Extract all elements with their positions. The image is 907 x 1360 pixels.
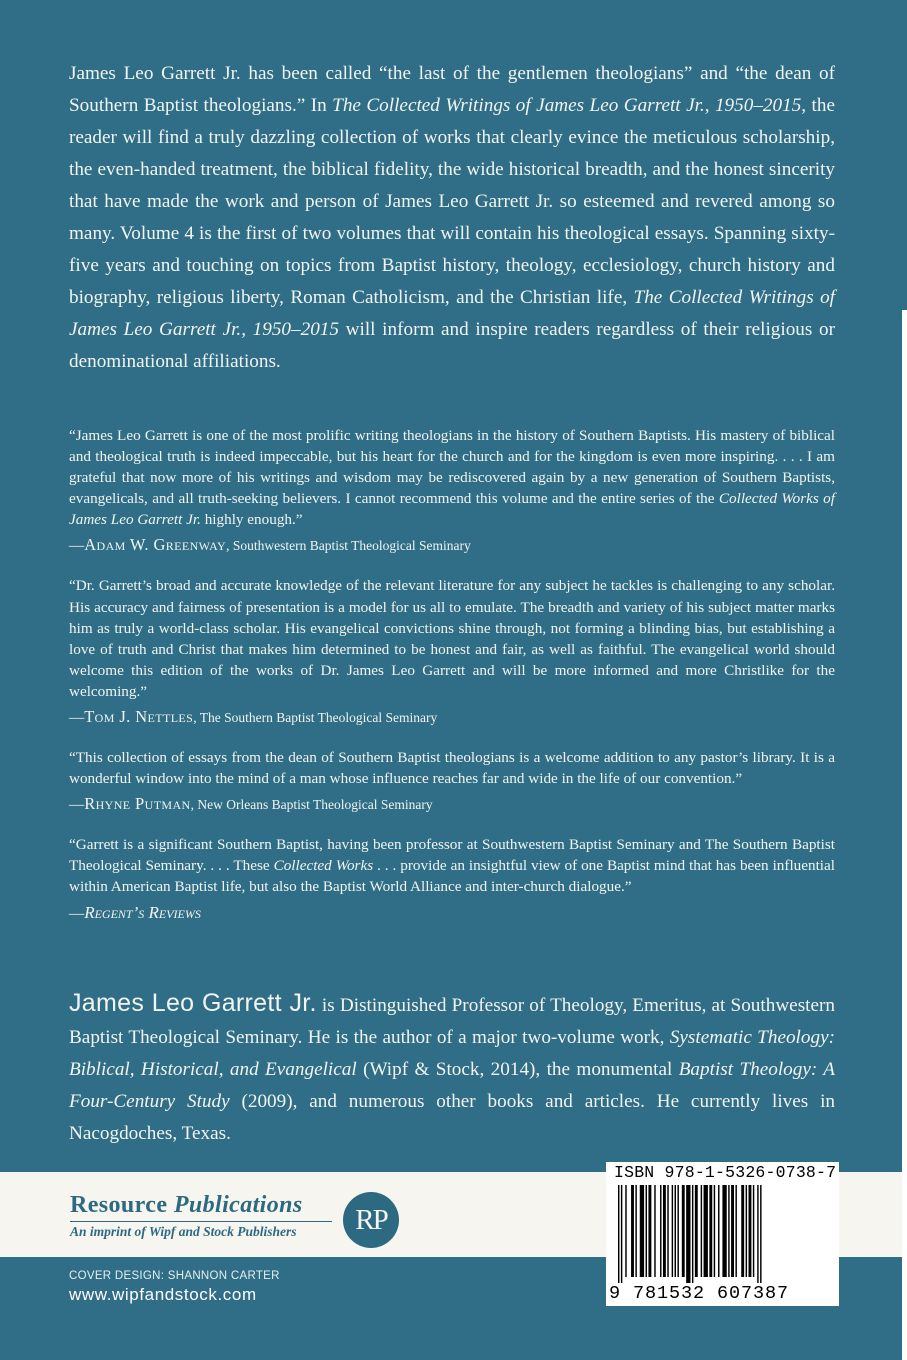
barcode-bar [701,1185,702,1277]
barcode-bar [695,1185,698,1277]
page-edge [902,310,907,1360]
barcode-bar [741,1185,744,1277]
barcode-bar [728,1185,729,1277]
barcode-bar [672,1185,673,1277]
barcode-bar [757,1185,758,1283]
publisher-website: www.wipfandstock.com [69,1285,257,1304]
endorser-affiliation: Southwestern Baptist Theological Seminary [232,538,471,554]
endorsement-attribution: —Regent’s Reviews [69,902,201,922]
endorser-name: Rhyne Putman [84,794,191,814]
series-title: The Collected Writings of James Leo Garrett Jr., 1950–2015 [332,95,802,116]
endorsement [69,425,835,556]
endorsement [69,834,835,923]
barcode-bar [648,1185,651,1277]
ean-digits: 9 781532 607387 [609,1283,790,1304]
endorser-affiliation: The Southern Baptist Theological Seminary [199,710,438,726]
series-title: The Collected Writings of James Leo Garrett Jr., 1950–2015 [69,287,835,340]
barcode-bar [731,1185,734,1277]
barcode-bar [718,1185,719,1277]
endorsement-attribution: —Rhyne Putman, New Orleans Baptist Theological Seminary [69,794,433,814]
barcode-bar [682,1185,685,1277]
isbn-label: ISBN 978-1-5326-0738-7 [614,1163,837,1182]
barcode-bar [686,1185,690,1283]
endorsement [69,575,835,728]
endorsement [69,747,835,815]
endorser-name: Tom J. Nettles [84,707,194,727]
author-name: James Leo Garrett Jr. [69,989,317,1017]
cover-design-credit: COVER DESIGN: SHANNON CARTER [69,1270,280,1282]
endorsement-attribution: —Adam W. Greenway, Southwestern Baptist Theological Seminary [69,535,471,555]
logo-divider [70,1221,332,1222]
barcode-bar [631,1185,634,1277]
endorser-affiliation: New Orleans Baptist Theological Seminary [197,797,433,813]
publisher-logo-text: Resource Publications [70,1192,303,1218]
endorsements [69,425,835,943]
author-bio: James Leo Garrett Jr. is Distinguished Professor of Theology, Emeritus, at Southwestern Baptist Theological Seminary. He is the author of a major two-volume work, Systematic Theology: Biblical, Historical, and Evangelical (Wipf & Stock, 2014), the monumental Baptist Theology: A Four-Century Study (2009), and numerous other books and articles. He currently lives in Nacogdoches, Texas. [69,989,835,1144]
barcode-bar [625,1185,626,1277]
endorsement-text: “This collection of essays from the dean of Southern Baptist theologians is a welcome addition to any pastor’s library. It is a wonderful window into the mind of a man whose influence reaches far and wide in the life of our convention.” [69,749,835,788]
barcode-bar [667,1185,668,1277]
publisher-imprint: An imprint of Wipf and Stock Publishers [70,1224,297,1239]
barcode-bar [735,1185,736,1277]
barcode-bar [640,1185,644,1277]
barcode-bar [722,1185,726,1277]
barcode-bar [660,1185,661,1277]
barcode-bar [654,1185,655,1277]
barcode-bar [692,1185,693,1283]
barcode-bar [663,1185,666,1277]
endorsement-text: “James Leo Garrett is one of the most prolific writing theologians in the history of Southern Baptists. His mastery of biblical and theological truth is indeed impeccable, but his heart for the church and for the kingdom is even more inspiring. . . . I am grateful that now more of his writings and wisdom may be rediscovered again by a new generation of Southern Baptists, evangelicals, and all truth-seeking believers. I cannot recommend this volume and the entire series of the Collected Works of James Leo Garrett Jr. highly enough.” [69,427,835,529]
barcode-bar [618,1185,619,1283]
endorsement-attribution: —Tom J. Nettles, The Southern Baptist Theological Seminary [69,707,438,727]
barcode-bar [621,1185,622,1283]
barcode-bar [746,1185,747,1277]
barcode-bar [749,1185,752,1277]
book-description: James Leo Garrett Jr. has been called “the last of the gentlemen theologians” and “the dean of Southern Baptist theologians.” In The Collected Writings of James Leo Garrett Jr., 1950–2015, the reader will find a truly dazzling collection of works that clearly evince the meticulous scholarship, the even-handed treatment, the biblical fidelity, the wide historical breadth, and the honest sincerity that have made the work and person of James Leo Garrett Jr. so esteemed and revered among so many. Volume 4 is the first of two volumes that will contain his theological essays. Spanning sixty-five years and touching on topics from Baptist history, theology, ecclesiology, church history and biography, religious liberty, Roman Catholicism, and the Christian life, The Collected Writings of James Leo Garrett Jr., 1950–2015 will inform and inspire readers regardless of their religious or denominational affiliations. [69,63,835,372]
barcode-bar [646,1185,647,1277]
endorser-name: Adam W. Greenway [84,535,227,555]
endorser-publication: Regent’s Reviews [84,902,201,922]
barcode-bar [635,1185,636,1277]
publisher-monogram-icon: RP [343,1192,399,1248]
barcode-bar [704,1185,708,1277]
barcode-bar [714,1185,715,1277]
barcode-bar [675,1185,676,1277]
barcode-bar [677,1185,678,1277]
barcode-bar [760,1185,761,1283]
barcode-icon [616,1185,834,1283]
endorsement-text: “Garrett is a significant Southern Baptist, having been professor at Southwestern Baptist Seminary and The Southern Baptist Theological Seminary. . . . These Collected Works . . . provide an insightful view of one Baptist mind that has been influential within American Baptist life, but also the Baptist World Alliance and inter-church dialogue.” [69,836,835,896]
barcode-bar [753,1185,754,1277]
barcode-bar [709,1185,712,1277]
endorsement-text: “Dr. Garrett’s broad and accurate knowledge of the relevant literature for any subject he tackles is challenging to any scholar. His accuracy and fairness of presentation is a model for us all to emulate. The breadth and variety of his subject matter marks him as truly a world-class scholar. His evangelical convictions shine through, not forming a blinding bias, but establishing a love of truth and Christ that makes him determined to be honest and fair, as well as faithful. The evangelical world should welcome this edition of the works of Dr. James Leo Garrett and will be more informed and more Christlike for the welcoming.” [69,577,835,700]
